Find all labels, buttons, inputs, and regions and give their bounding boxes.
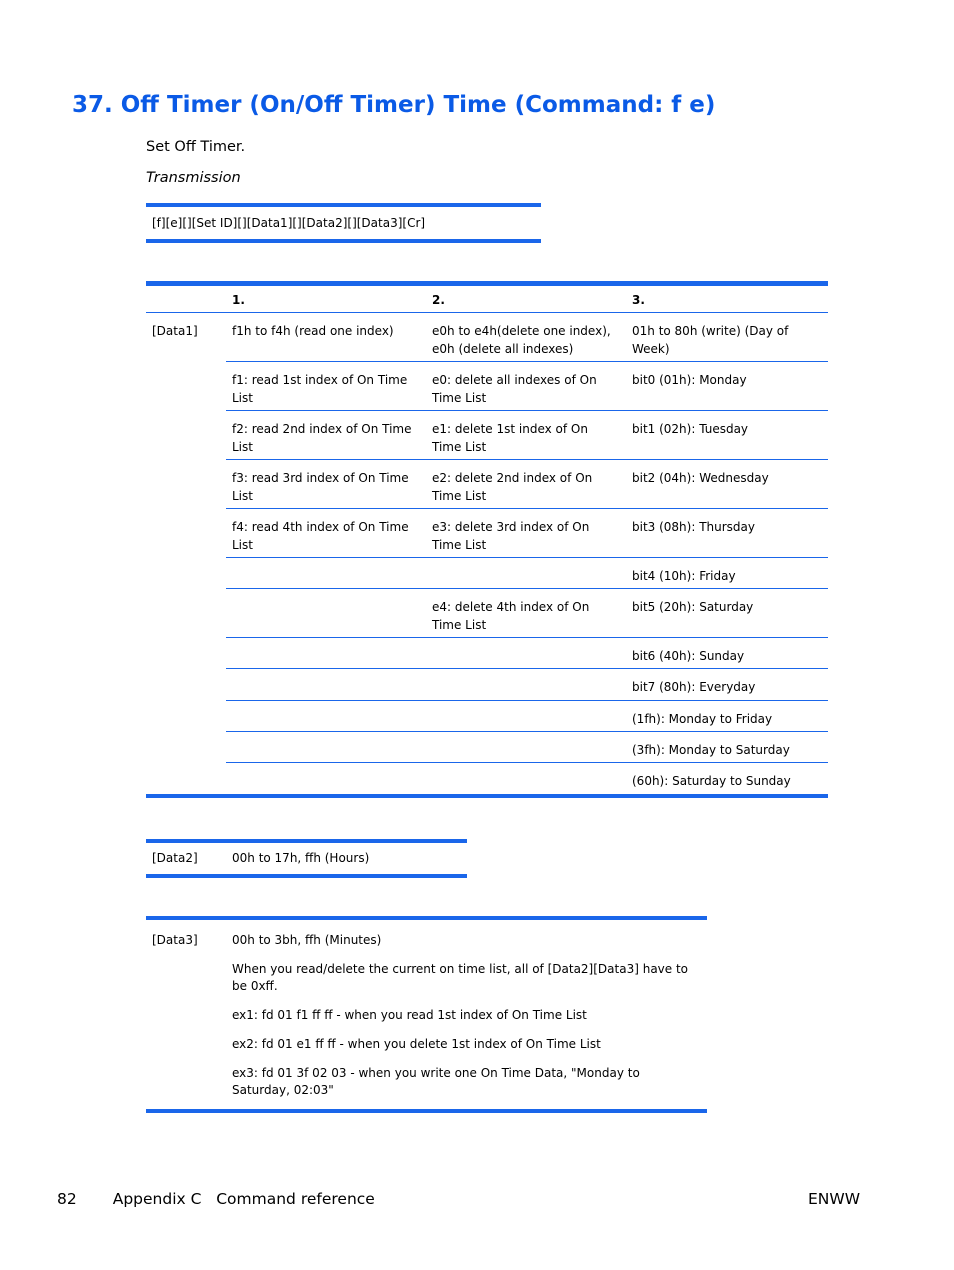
- page-number: 82: [57, 1190, 77, 1208]
- table-cell: e0h to e4h(delete one index), e0h (delete all indexes): [426, 313, 626, 362]
- data3-line: ex3: fd 01 3f 02 03 - when you write one On Time Data, "Monday to Saturday, 02:03": [232, 1066, 640, 1097]
- table-row: [146, 411, 828, 460]
- table-cell: [146, 669, 226, 701]
- header-cell: 1.: [226, 286, 426, 313]
- table-cell: e3: delete 3rd index of On Time List: [426, 509, 626, 558]
- table-cell: [226, 669, 426, 701]
- table-cell: bit0 (01h): Monday: [626, 362, 828, 411]
- table-cell: [Data1]: [152, 324, 198, 338]
- table-cell: bit2 (04h): Wednesday: [626, 460, 828, 509]
- data2-label: [Data2]: [152, 851, 198, 865]
- table-cell: [146, 638, 226, 669]
- table-row: [146, 920, 707, 1109]
- page-heading: 37. Off Timer (On/Off Timer) Time (Command: f e): [72, 92, 716, 118]
- table-band-bottom: [146, 1109, 707, 1113]
- table-cell: [426, 558, 626, 589]
- table-row: [146, 763, 828, 794]
- command-format: [f][e][][Set ID][][Data1][][Data2][][Data3][Cr]: [152, 216, 426, 230]
- table-cell: bit1 (02h): Tuesday: [626, 411, 828, 460]
- footer-section: Appendix C Command reference: [112, 1190, 375, 1208]
- table-cell: [226, 638, 426, 669]
- footer-left: [57, 1190, 375, 1208]
- table-cell: bit4 (10h): Friday: [626, 558, 828, 589]
- intro-text: Set Off Timer.: [146, 139, 246, 155]
- data2-table: [146, 839, 467, 878]
- table-cell: [426, 701, 626, 732]
- table-cell: [146, 460, 226, 509]
- data3-label: [Data3]: [152, 933, 198, 947]
- table-row: [146, 732, 828, 763]
- table-cell: bit7 (80h): Everyday: [626, 669, 828, 701]
- data3-table: [146, 916, 707, 1113]
- data3-line: When you read/delete the current on time list, all of [Data2][Data3] have to be 0xff.: [232, 962, 689, 993]
- data3-line: 00h to 3bh, ffh (Minutes): [232, 933, 382, 947]
- table-row: [146, 701, 828, 732]
- header-cell: 3.: [626, 286, 828, 313]
- table-cell: (60h): Saturday to Sunday: [632, 774, 791, 788]
- table-cell: f1: read 1st index of On Time List: [226, 362, 426, 411]
- header-cell: [146, 286, 226, 313]
- table-row: [146, 460, 828, 509]
- data3-line: ex1: fd 01 f1 ff ff - when you read 1st index of On Time List: [232, 1008, 587, 1022]
- table-cell: 01h to 80h (write) (Day of Week): [626, 313, 828, 362]
- table-cell: [226, 701, 426, 732]
- table-cell: [146, 701, 226, 732]
- table-cell: bit6 (40h): Sunday: [626, 638, 828, 669]
- table-cell: f1h to f4h (read one index): [226, 313, 426, 362]
- data3-line: ex2: fd 01 e1 ff ff - when you delete 1st index of On Time List: [232, 1037, 601, 1051]
- table-band-bottom: [146, 874, 467, 878]
- table-row: [146, 669, 828, 701]
- table-cell: e1: delete 1st index of On Time List: [426, 411, 626, 460]
- table-cell: f2: read 2nd index of On Time List: [226, 411, 426, 460]
- table-cell: [146, 509, 226, 558]
- table-cell: f3: read 3rd index of On Time List: [226, 460, 426, 509]
- table-cell: [146, 732, 226, 763]
- table-cell: [146, 362, 226, 411]
- table-cell: [226, 763, 426, 794]
- table-row: [146, 362, 828, 411]
- table-row: [146, 843, 467, 874]
- data1-table: [146, 281, 828, 798]
- table-cell: [226, 558, 426, 589]
- command-format-table: [146, 203, 541, 243]
- table-band-bottom: [146, 239, 541, 243]
- data2-value: 00h to 17h, ffh (Hours): [232, 851, 370, 865]
- table-cell: e4: delete 4th index of On Time List: [426, 589, 626, 638]
- table-cell: bit5 (20h): Saturday: [626, 589, 828, 638]
- table-cell: [426, 763, 626, 794]
- table-cell: [146, 411, 226, 460]
- table-band-bottom: [146, 794, 828, 798]
- footer-right: ENWW: [808, 1190, 861, 1208]
- table-cell: (1fh): Monday to Friday: [626, 701, 828, 732]
- table-row: [146, 589, 828, 638]
- table-header-row: [146, 286, 828, 313]
- table-row: [146, 509, 828, 558]
- table-row: [146, 558, 828, 589]
- table-cell: (3fh): Monday to Saturday: [626, 732, 828, 763]
- table-cell: e0: delete all indexes of On Time List: [426, 362, 626, 411]
- table-row: [146, 638, 828, 669]
- table-cell: [146, 558, 226, 589]
- data3-lines: [232, 932, 692, 1099]
- table-cell: f4: read 4th index of On Time List: [226, 509, 426, 558]
- table-cell: [146, 763, 226, 794]
- transmission-label: Transmission: [146, 170, 241, 186]
- table-cell: [226, 589, 426, 638]
- table-cell: e2: delete 2nd index of On Time List: [426, 460, 626, 509]
- table-cell: bit3 (08h): Thursday: [626, 509, 828, 558]
- header-cell: 2.: [426, 286, 626, 313]
- table-cell: [226, 732, 426, 763]
- table-cell: [426, 638, 626, 669]
- table-cell: [426, 732, 626, 763]
- table-cell: [146, 589, 226, 638]
- table-cell: [426, 669, 626, 701]
- table-row: [146, 313, 828, 362]
